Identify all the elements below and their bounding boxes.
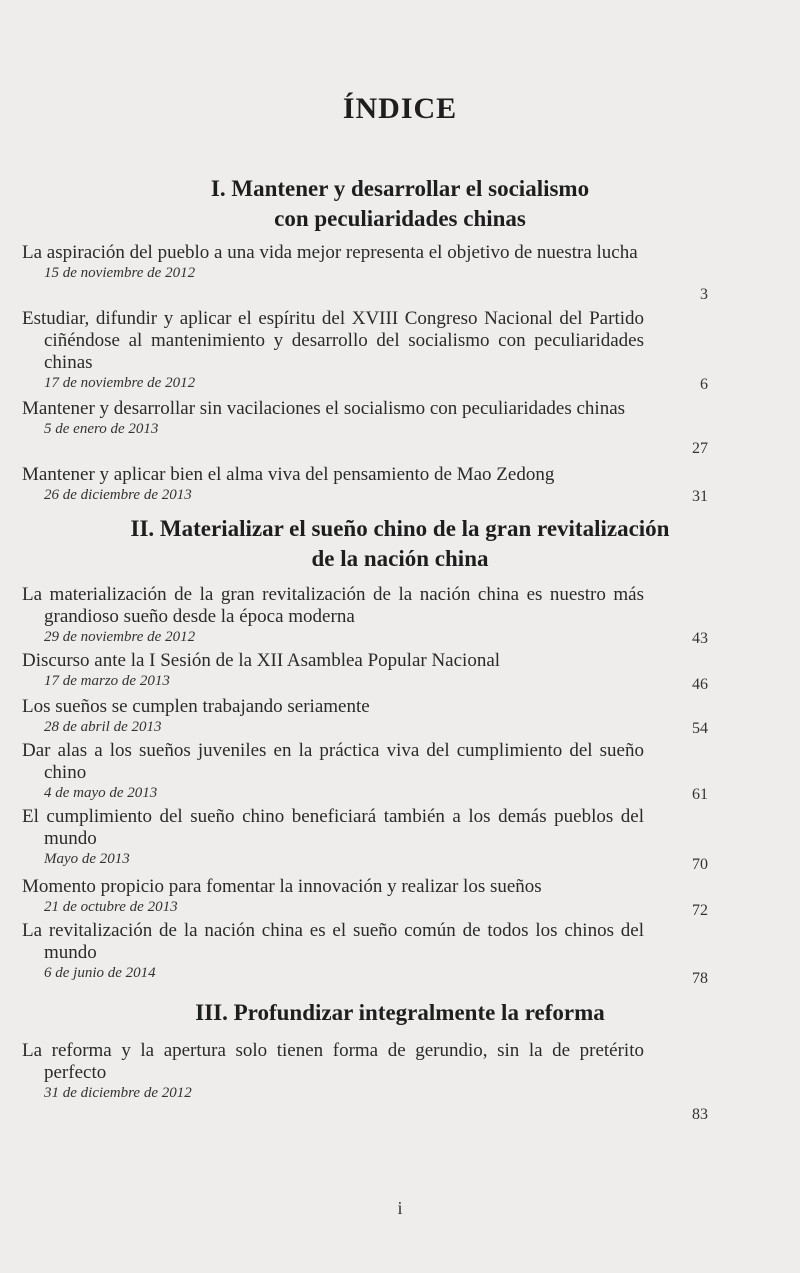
toc-entry[interactable] [22, 1040, 722, 1123]
section-heading-2 [60, 514, 740, 574]
entry-title: La reforma y la apertura solo tienen forma de gerundio, sin la de pretérito perfecto [22, 1040, 644, 1083]
page-folio: i [397, 1198, 403, 1218]
toc-entry[interactable] [22, 398, 722, 457]
toc-entry[interactable] [22, 308, 722, 392]
entry-page-number: 46 [692, 676, 708, 693]
entry-date: 15 de noviembre de 2012 [44, 265, 196, 281]
entry-page-number: 54 [692, 720, 708, 737]
entry-date: 5 de enero de 2013 [44, 421, 159, 437]
toc-entry[interactable] [22, 650, 722, 693]
entry-title: La revitalización de la nación china es el sueño común de todos los chinos del mundo [22, 920, 644, 963]
entry-date: 29 de noviembre de 2012 [44, 629, 196, 645]
page-title: ÍNDICE [342, 92, 458, 125]
entry-page-number: 70 [692, 856, 708, 873]
entry-title: Mantener y aplicar bien el alma viva del pensamiento de Mao Zedong [22, 464, 555, 485]
toc-entry[interactable] [22, 242, 722, 303]
entry-page-number: 27 [692, 440, 708, 457]
entry-title: Dar alas a los sueños juveniles en la práctica viva del cumplimiento del sueño chino [22, 740, 644, 783]
toc-entry[interactable] [22, 584, 722, 646]
section-heading-line: I. Mantener y desarrollar el socialismo [210, 176, 590, 201]
toc-entry[interactable] [22, 806, 722, 873]
entry-page-number: 78 [692, 970, 708, 987]
toc-entry[interactable] [22, 740, 722, 802]
section-heading-line: de la nación china [311, 546, 489, 571]
entry-date: 17 de marzo de 2013 [44, 673, 170, 689]
entry-page-number: 61 [692, 786, 708, 803]
entry-date: 31 de diciembre de 2012 [44, 1085, 192, 1101]
entry-page-number: 43 [692, 630, 708, 647]
entry-title: La aspiración del pueblo a una vida mejor representa el objetivo de nuestra lucha [22, 242, 638, 263]
entry-page-number: 31 [692, 488, 708, 505]
entry-title: Los sueños se cumplen trabajando seriamente [22, 696, 370, 717]
entry-date: 26 de diciembre de 2013 [44, 487, 192, 503]
entry-title: La materialización de la gran revitalización de la nación china es nuestro más grandioso sueño desde la época moderna [22, 584, 644, 627]
entry-date: 28 de abril de 2013 [44, 719, 162, 735]
entry-page-number: 6 [700, 376, 708, 393]
entry-date: 4 de mayo de 2013 [44, 785, 158, 801]
entry-date: Mayo de 2013 [44, 851, 130, 867]
entry-page-number: 72 [692, 902, 708, 919]
section-heading-line: II. Materializar el sueño chino de la gran revitalización [130, 516, 670, 541]
toc-entry[interactable] [22, 696, 722, 736]
toc-entry[interactable] [22, 464, 722, 504]
entry-title: Mantener y desarrollar sin vacilaciones el socialismo con peculiaridades chinas [22, 398, 626, 419]
toc-entry[interactable] [22, 876, 722, 919]
entry-date: 21 de octubre de 2013 [44, 899, 178, 915]
entry-title: Momento propicio para fomentar la innovación y realizar los sueños [22, 876, 542, 897]
section-heading-1 [60, 174, 740, 234]
entry-date: 6 de junio de 2014 [44, 965, 156, 981]
section-heading-3 [60, 998, 740, 1028]
entry-title: Estudiar, difundir y aplicar el espíritu del XVIII Congreso Nacional del Partido ciñéndose al mantenimiento y desarrollo del socialismo con peculiaridades chinas [22, 308, 644, 373]
entry-title: Discurso ante la I Sesión de la XII Asamblea Popular Nacional [22, 650, 501, 671]
entry-date: 17 de noviembre de 2012 [44, 375, 196, 391]
section-heading-line: III. Profundizar integralmente la reforma [195, 1000, 605, 1025]
section-heading-line: con peculiaridades chinas [274, 206, 526, 231]
toc-entry[interactable] [22, 920, 722, 987]
entry-page-number: 83 [692, 1106, 708, 1123]
entry-title: El cumplimiento del sueño chino beneficiará también a los demás pueblos del mundo [22, 806, 644, 849]
entry-page-number: 3 [700, 286, 708, 303]
